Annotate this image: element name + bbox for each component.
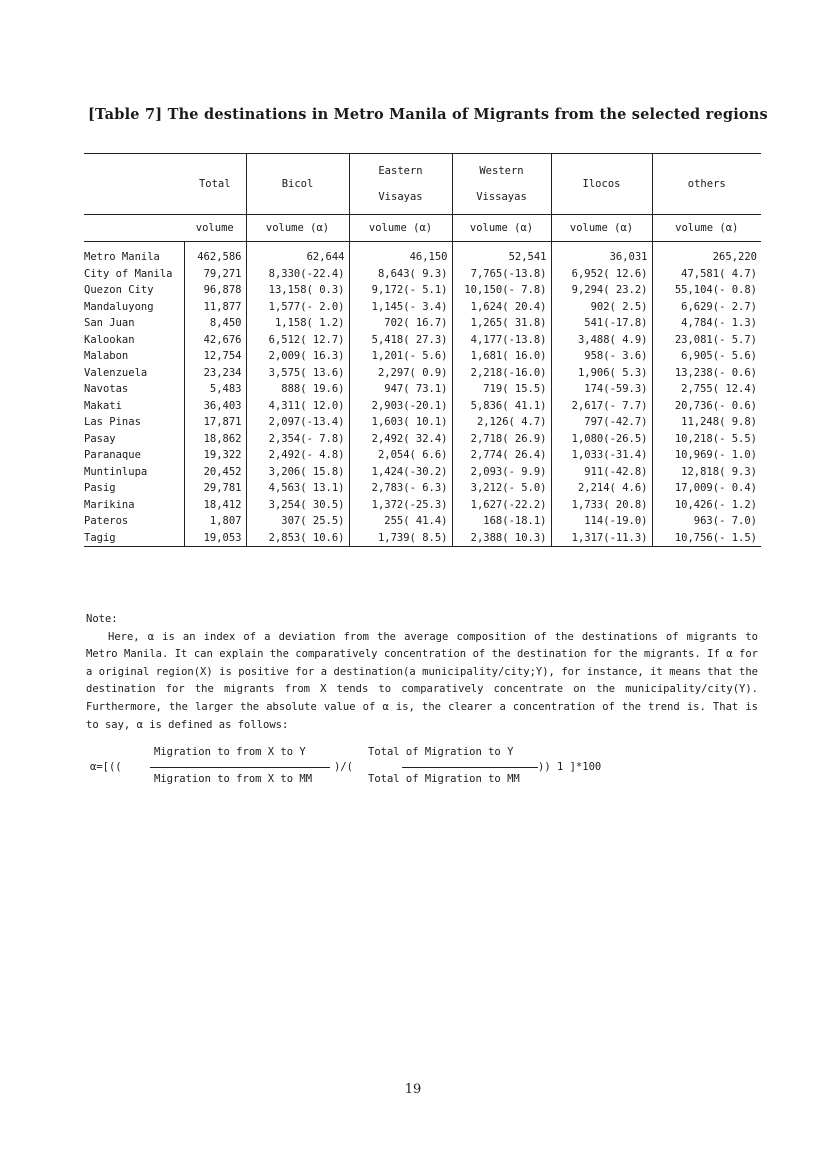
table-cell: 1,577(- 2.0) [246, 299, 349, 316]
table-cell: 7,765(-13.8) [452, 266, 551, 283]
table-cell: 52,541 [452, 249, 551, 266]
subheader-eastern: volume (α) [349, 215, 452, 242]
row-label: Kalookan [84, 333, 135, 346]
table-cell: 47,581( 4.7) [652, 266, 761, 283]
row-label: Pateros [84, 515, 129, 527]
table-cell: 2,354(- 7.8) [246, 431, 349, 448]
table-cell: 9,294( 23.2) [551, 282, 652, 299]
spacer-row [84, 242, 761, 250]
table-cell: 4,177(-13.8) [452, 332, 551, 349]
table-cell: 255( 41.4) [349, 513, 452, 530]
table-cell: 17,871 [184, 414, 246, 431]
table-cell: 6,629(- 2.7) [652, 299, 761, 316]
table-cell: 2,097(-13.4) [246, 414, 349, 431]
table-cell: 174(-59.3) [551, 381, 652, 398]
table-cell: 1,080(-26.5) [551, 431, 652, 448]
table-row [84, 299, 761, 316]
table-cell: 1,807 [184, 513, 246, 530]
row-label: Malabon [84, 350, 129, 362]
table-cell: 55,104(- 0.8) [652, 282, 761, 299]
table-cell: 20,452 [184, 464, 246, 481]
table-row [84, 398, 761, 415]
row-label: Navotas [84, 383, 129, 395]
table-row [84, 464, 761, 481]
table-cell: 265,220 [652, 249, 761, 266]
row-label: Marikina [84, 498, 135, 511]
table-cell: 11,248( 9.8) [652, 414, 761, 431]
table-cell: 5,836( 41.1) [452, 398, 551, 415]
table-cell: 2,126( 4.7) [452, 414, 551, 431]
table-cell: 911(-42.8) [551, 464, 652, 481]
header-stub [84, 154, 184, 215]
table-cell: 702( 16.7) [349, 315, 452, 332]
table-cell: 2,755( 12.4) [652, 381, 761, 398]
table-cell: 1,158( 1.2) [246, 315, 349, 332]
subheader-bicol: volume (α) [246, 215, 349, 242]
table-cell: 2,853( 10.6) [246, 530, 349, 547]
note-text: Here, α is an index of a deviation from the average composition of the destinations of migrants to Metro Manila. It can explain the comparatively concentration of the destination for the migrants. If α for a original region(X) is positive for a destination(a municipality/city;Y), for instance, it means that the destination for the migrants from X tends to comparatively concentrate on the municipality/city(Y). Furthermore, the larger the absolute value of α is, the clearer a concentration of the trend is. That is to say, α is defined as follows: [86, 630, 758, 731]
table-cell: 6,952( 12.6) [551, 266, 652, 283]
table-cell: 8,643( 9.3) [349, 266, 452, 283]
table-cell: 1,906( 5.3) [551, 365, 652, 382]
table-cell: 1,317(-11.3) [551, 530, 652, 547]
formula-lhs: α=[(( [90, 761, 122, 773]
table-cell: 1,739( 8.5) [349, 530, 452, 547]
table-row [84, 315, 761, 332]
migration-table [84, 153, 761, 547]
table-cell: 3,206( 15.8) [246, 464, 349, 481]
header-row [84, 154, 761, 215]
table-cell: 5,418( 27.3) [349, 332, 452, 349]
table-cell: 1,624( 20.4) [452, 299, 551, 316]
table-cell: 2,903(-20.1) [349, 398, 452, 415]
table-cell: 4,311( 12.0) [246, 398, 349, 415]
table-cell: 888( 19.6) [246, 381, 349, 398]
table-cell: 958(- 3.6) [551, 348, 652, 365]
table-cell: 6,905(- 5.6) [652, 348, 761, 365]
table-cell: 10,218(- 5.5) [652, 431, 761, 448]
table-cell: 13,238(- 0.6) [652, 365, 761, 382]
alpha-formula [90, 744, 650, 792]
table-cell: 2,774( 26.4) [452, 447, 551, 464]
table-cell: 1,145(- 3.4) [349, 299, 452, 316]
table-cell: 19,322 [184, 447, 246, 464]
row-label: Makati [84, 399, 122, 412]
note-block [86, 611, 758, 734]
header-bicol: Bicol [246, 154, 349, 215]
table-cell: 6,512( 12.7) [246, 332, 349, 349]
table-cell: 18,412 [184, 497, 246, 514]
table-cell: 9,172(- 5.1) [349, 282, 452, 299]
table-cell: 2,093(- 9.9) [452, 464, 551, 481]
table-body [84, 249, 761, 547]
table-cell: 46,150 [349, 249, 452, 266]
subheader-others: volume (α) [652, 215, 761, 242]
table-row [84, 414, 761, 431]
row-label: Valenzuela [84, 366, 148, 379]
table-row [84, 497, 761, 514]
table-cell: 2,783(- 6.3) [349, 480, 452, 497]
header-western-visayas: Western Vissayas [452, 154, 551, 215]
formula-denominator-2: Total of Migration to MM [368, 773, 520, 785]
table-cell: 3,488( 4.9) [551, 332, 652, 349]
table-cell: 1,424(-30.2) [349, 464, 452, 481]
table-cell: 18,862 [184, 431, 246, 448]
row-label: Pasig [84, 482, 116, 494]
table-cell: 96,878 [184, 282, 246, 299]
table-row [84, 282, 761, 299]
table-cell: 4,784(- 1.3) [652, 315, 761, 332]
subheader-row [84, 215, 761, 242]
header-total: Total [184, 154, 246, 215]
table-row [84, 480, 761, 497]
table-row [84, 249, 761, 266]
table-cell: 10,426(- 1.2) [652, 497, 761, 514]
table-cell: 12,818( 9.3) [652, 464, 761, 481]
table-cell: 10,969(- 1.0) [652, 447, 761, 464]
formula-middle: )/( [334, 761, 353, 773]
note-heading: Note: [86, 613, 118, 625]
table-cell: 541(-17.8) [551, 315, 652, 332]
table-cell: 42,676 [184, 332, 246, 349]
table-cell: 2,492(- 4.8) [246, 447, 349, 464]
table-cell: 13,158( 0.3) [246, 282, 349, 299]
table-row [84, 530, 761, 547]
table-cell: 79,271 [184, 266, 246, 283]
table-cell: 2,492( 32.4) [349, 431, 452, 448]
table-cell: 963(- 7.0) [652, 513, 761, 530]
table-cell: 902( 2.5) [551, 299, 652, 316]
table-row [84, 513, 761, 530]
row-label: San Juan [84, 317, 135, 329]
table-cell: 8,450 [184, 315, 246, 332]
table-cell: 10,150(- 7.8) [452, 282, 551, 299]
table-cell: 17,009(- 0.4) [652, 480, 761, 497]
table-cell: 12,754 [184, 348, 246, 365]
table-cell: 1,372(-25.3) [349, 497, 452, 514]
table-cell: 2,218(-16.0) [452, 365, 551, 382]
table-cell: 2,009( 16.3) [246, 348, 349, 365]
table-cell: 3,254( 30.5) [246, 497, 349, 514]
table-cell: 29,781 [184, 480, 246, 497]
table-cell: 2,214( 4.6) [551, 480, 652, 497]
row-label: Mandaluyong [84, 300, 154, 313]
table-cell: 1,681( 16.0) [452, 348, 551, 365]
row-label: Pasay [84, 432, 116, 445]
table-cell: 168(-18.1) [452, 513, 551, 530]
table-row [84, 348, 761, 365]
table-cell: 719( 15.5) [452, 381, 551, 398]
table-cell: 3,212(- 5.0) [452, 480, 551, 497]
table-cell: 36,403 [184, 398, 246, 415]
table-cell: 2,388( 10.3) [452, 530, 551, 547]
table-row [84, 332, 761, 349]
table-cell: 1,201(- 5.6) [349, 348, 452, 365]
formula-numerator-2: Total of Migration to Y [368, 746, 514, 758]
row-label: City of Manila [84, 267, 173, 280]
table-cell: 2,297( 0.9) [349, 365, 452, 382]
subheader-western: volume (α) [452, 215, 551, 242]
table-cell: 2,617(- 7.7) [551, 398, 652, 415]
table-cell: 4,563( 13.1) [246, 480, 349, 497]
formula-numerator-1: Migration to from X to Y [154, 746, 306, 758]
table-cell: 62,644 [246, 249, 349, 266]
formula-tail: )) 1 ]*100 [538, 761, 602, 773]
subheader-stub [84, 215, 184, 242]
table-cell: 1,733( 20.8) [551, 497, 652, 514]
row-label: Muntinlupa [84, 465, 148, 478]
fraction-bar-2 [402, 767, 538, 768]
table-cell: 947( 73.1) [349, 381, 452, 398]
table-row [84, 447, 761, 464]
table-title: [Table 7] The destinations in Metro Manila of Migrants from the selected regions [88, 106, 768, 123]
table-cell: 462,586 [184, 249, 246, 266]
table-cell: 10,756(- 1.5) [652, 530, 761, 547]
row-label: Paranaque [84, 449, 141, 461]
table-row [84, 431, 761, 448]
fraction-bar-1 [150, 767, 330, 768]
header-others: others [652, 154, 761, 215]
table-cell: 11,877 [184, 299, 246, 316]
table-row [84, 381, 761, 398]
table-cell: 307( 25.5) [246, 513, 349, 530]
table-cell: 1,627(-22.2) [452, 497, 551, 514]
subheader-ilocos: volume (α) [551, 215, 652, 242]
header-eastern-visayas: Eastern Visayas [349, 154, 452, 215]
header-ilocos: Ilocos [551, 154, 652, 215]
page-number: 19 [404, 1082, 422, 1097]
table-cell: 36,031 [551, 249, 652, 266]
row-label: Tagig [84, 530, 184, 547]
table-row [84, 365, 761, 382]
table-cell: 797(-42.7) [551, 414, 652, 431]
row-label: Metro Manila [84, 251, 160, 263]
subheader-total: volume [184, 215, 246, 242]
row-label: Quezon City [84, 284, 154, 296]
table-cell: 1,265( 31.8) [452, 315, 551, 332]
formula-denominator-1: Migration to from X to MM [154, 773, 313, 785]
table-cell: 1,603( 10.1) [349, 414, 452, 431]
table-row [84, 266, 761, 283]
table-cell: 8,330(-22.4) [246, 266, 349, 283]
table-cell: 23,081(- 5.7) [652, 332, 761, 349]
table-cell: 1,033(-31.4) [551, 447, 652, 464]
table-cell: 2,718( 26.9) [452, 431, 551, 448]
table-cell: 23,234 [184, 365, 246, 382]
table-cell: 3,575( 13.6) [246, 365, 349, 382]
table-cell: 5,483 [184, 381, 246, 398]
table-cell: 20,736(- 0.6) [652, 398, 761, 415]
table-cell: 114(-19.0) [551, 513, 652, 530]
table-cell: 19,053 [184, 530, 246, 547]
row-label: Las Pinas [84, 416, 141, 428]
table-cell: 2,054( 6.6) [349, 447, 452, 464]
